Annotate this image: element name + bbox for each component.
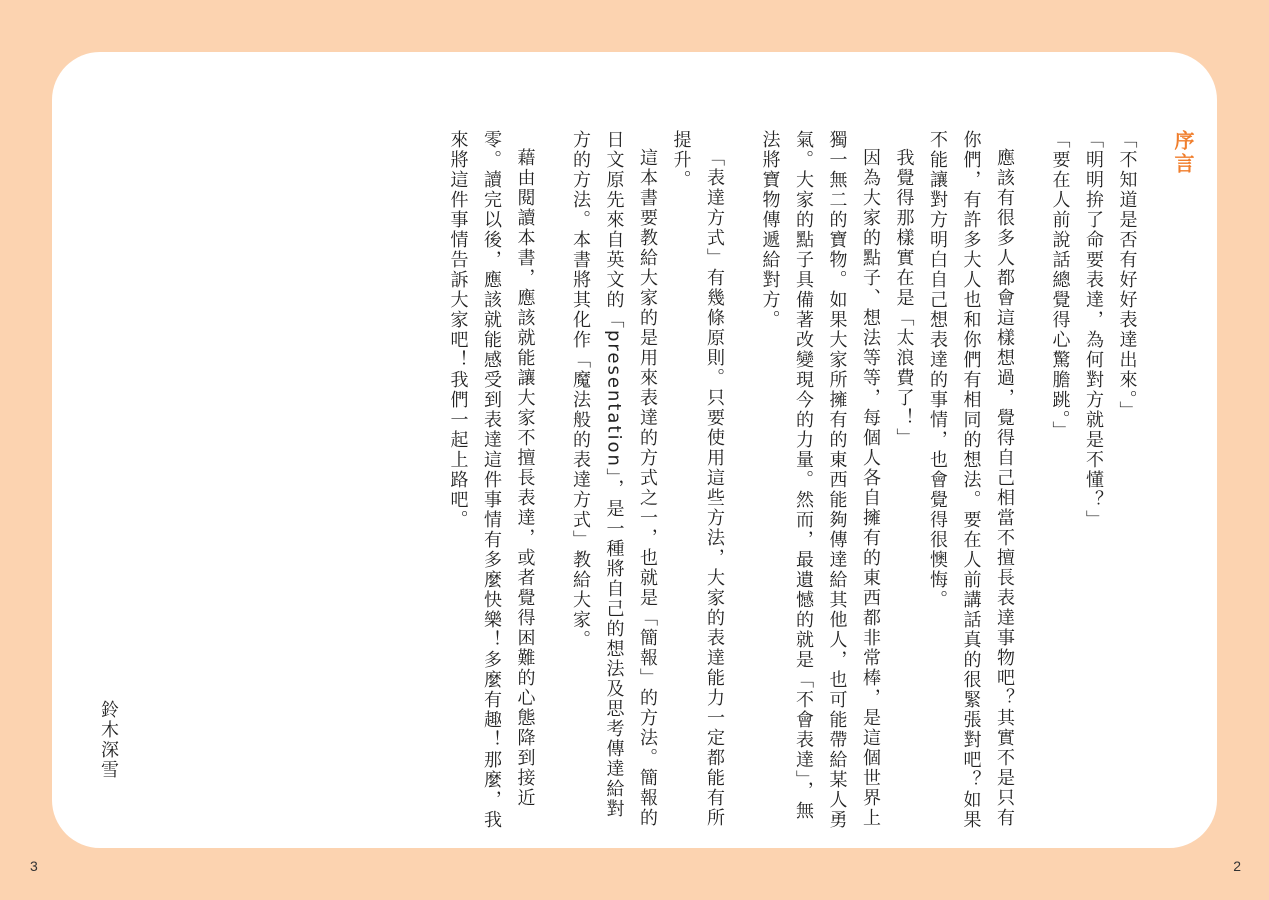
page-number-right: 2 <box>1233 858 1241 874</box>
author-signature: 鈴木深雪 <box>98 700 119 780</box>
paragraph-gap <box>1021 130 1043 830</box>
quote-line: 「要在人前說話總覺得心驚膽跳。」 <box>1049 130 1071 441</box>
quote-line: 「不知道是否有好好表達出來。」 <box>1116 130 1138 421</box>
body-paragraph: 「表達方式」有幾條原則。只要使用這些方法，大家的表達能力一定都能有所提升。 <box>670 130 725 828</box>
preface-text-block <box>139 130 1199 830</box>
page-number-left: 3 <box>30 858 38 874</box>
quote-line: 「明明拚了命要表達，為何對方就是不懂？」 <box>1083 130 1104 530</box>
preface-title: 序言 <box>1171 130 1195 176</box>
body-paragraph: 藉由閱讀本書，應該就能讓大家不擅長表達，或者覺得困難的心態降到接近零。讀完以後，應該就能感受到表達這件事情有多麼快樂！多麼有趣！那麼，我來將這件事情告訴大家吧！我們一起上路吧。 <box>447 130 536 830</box>
body-paragraph: 因為大家的點子、想法等等，每個人各自擁有的東西都非常棒，是這個世界上獨一無二的寶物。如果大家所擁有的東西能夠傳達給其他人，也可能帶給某人勇氣。大家的點子具備著改變現今的力量。然而，最遺憾的就是「不會表達」，無法將寶物傳遞給對方。 <box>759 130 881 830</box>
body-paragraph: 應該有很多人都會這樣想過，覺得自己相當不擅長表達事物吧？其實不是只有你們，有許多大人也和你們有相同的想法。要在人前講話真的很緊張對吧？如果不能讓對方明白自己想表達的事情，也會覺得很懊悔。 <box>927 130 1015 830</box>
body-paragraph: 這本書要教給大家的是用來表達的方式之一，也就是「簡報」的方法。簡報的日文原先來自英文的「presentation」，是一種將自己的想法及思考傳達給對方的方法。本書將其化作「魔法般的表達方式」教給大家。 <box>570 130 658 828</box>
body-paragraph: 我覺得那樣實在是「太浪費了！」 <box>893 148 915 448</box>
paragraph-gap <box>542 130 564 830</box>
paragraph-gap <box>731 130 753 830</box>
